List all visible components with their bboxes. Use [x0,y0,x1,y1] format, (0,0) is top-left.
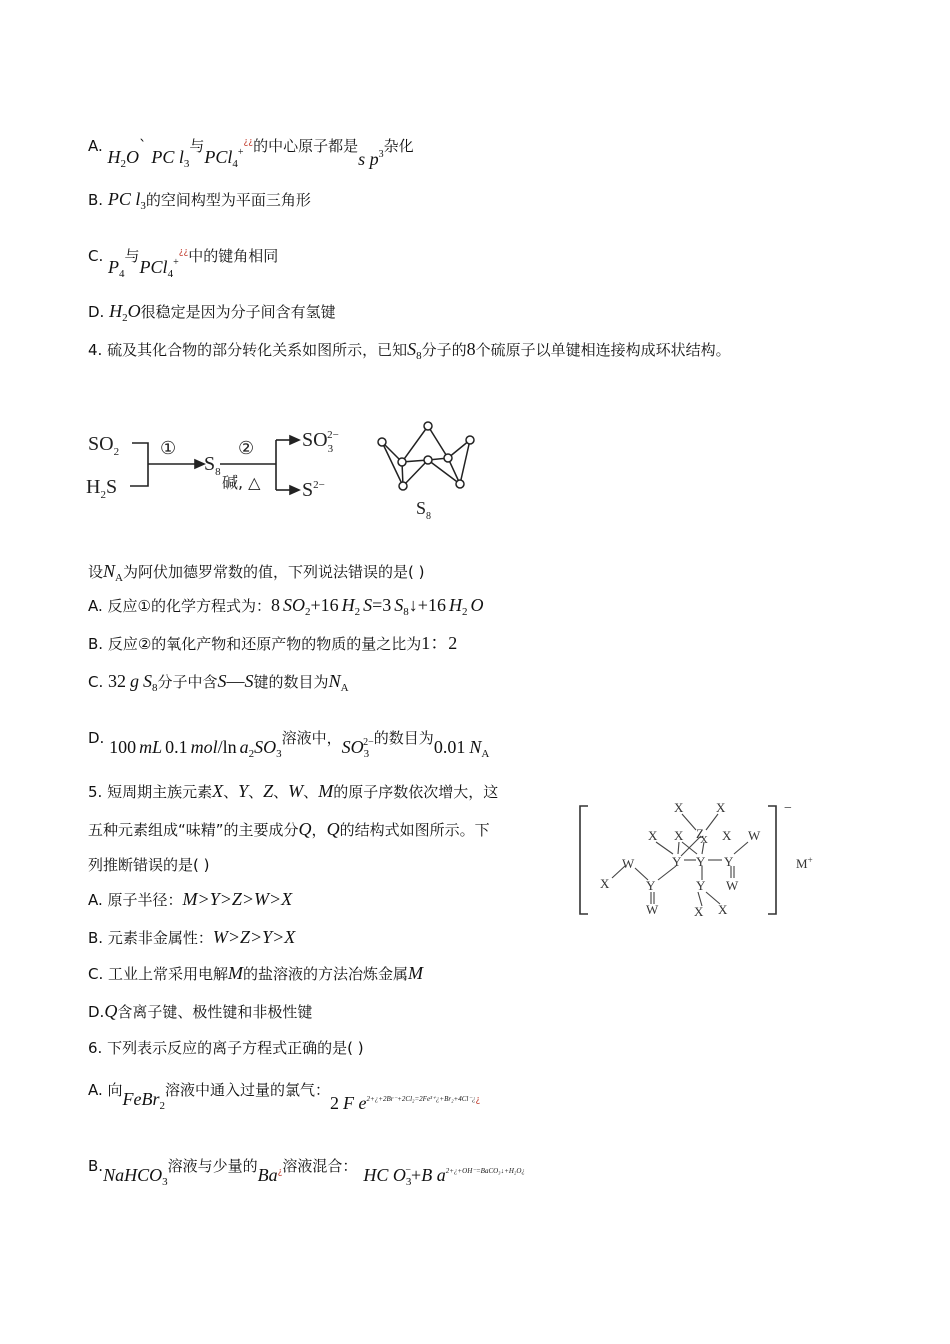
equation-token: =3 [372,595,392,615]
equation-token: S [363,595,373,615]
fig-bracket-charge: − [784,801,792,816]
fig-step-1: ① [160,438,177,458]
equation-token: S [394,595,404,615]
fig-atom-y: Y [724,854,734,869]
formula-pcl3: PC $l_3$ [151,147,190,170]
equation-token: O [470,595,484,615]
fig-atom-y: Y [696,878,706,893]
q6-option-b: B.NaHCO$_3$溶液与少量的$Ba_¿$溶液混合： HC $O_3^-+B$ $a^{2+¿+OH^-=BaCO_3↓+H_2O¿}$ [88,1157,525,1188]
fig-atom-x: X [674,800,684,815]
fig-atom-w: W [748,828,761,843]
s8-ring-label: $S_8$ [416,498,432,520]
sulfur-conversion-figure [80,410,500,520]
equation-token: H [448,595,462,615]
fig-atom-x: X [716,800,726,815]
fig-atom-w: W [726,878,739,893]
fig-h2s: $H_2S$ [86,476,118,501]
q4-option-c: C. 32 g $S_8$分子中含S—S键的数目为$N_A$ [88,671,349,694]
fig-s8-product: $S_8$ [204,453,221,478]
fig-atom-x: X [674,828,684,843]
fig-atom-x: X [722,828,732,843]
fig-step-2: ② [238,438,255,458]
formula-sp3: s $p^3$ [358,149,384,169]
equation-token: 8 [270,595,280,615]
equation-token: 2 [461,606,468,618]
q3-option-c: C. $P_4$与PCl$_4$+¿¿中的键角相同 [88,247,279,280]
fig-atom-x: X [694,904,704,919]
q5-option-a: A. 原子半径：M>Y>Z>W>X [88,889,293,909]
q5-stem-line1: 5. 短周期主族元素X、Y、Z、W、M的原子序数依次增大，这 [88,781,499,801]
fig-atom-x: X [700,834,708,846]
equation-token: 2 [354,606,361,618]
fig-atom-y: Y [646,878,656,893]
equation-token: ↓+16 [408,595,446,615]
q4-option-d: D. 100 mL 0.1 mol/ln $a_2SO_3$溶液中，$SO_3^{2-}$的数目为0.01 $N_A$ [88,729,490,760]
fig-atom-x: X [600,876,610,891]
fig-atom-x: X [648,828,658,843]
formula-pcl3: PC $l_3$ [107,189,146,212]
symbol-na: $N_A$ [103,561,123,584]
equation-token: +16 [310,595,339,615]
formula-p4: $P_4$ [108,257,125,280]
q4-option-a: A. 反应①的化学方程式为：8 $SO_2+16$ $H_2$ S=3 $S_8↓+16$ $H_2$ O [88,595,484,618]
q4-intro: 设$N_A$为阿伏加德罗常数的值，下列说法错误的是( ) [88,561,425,584]
q6-option-a: A. 向FeBr$_2$溶液中通入过量的氯气：2 F $e^{2+¿+2Br^-+2Cl_2=2Fe^{3+}¿+Br_2+4Cl^-¿¿}$ [88,1081,481,1113]
equation-token: 8 [403,606,409,618]
s8-ring-diagram [378,422,474,490]
fig-so2: $SO_2$ [88,433,120,458]
fig-atom-w: W [646,902,659,917]
fig-so3: $SO_32-$ [302,429,339,455]
formula-pcl4-plus: PCl$_4$+ [204,147,244,170]
q4-option-b: B. 反应②的氧化产物和还原产物的物质的量之比为1：2 [88,633,458,653]
fig-atom-y: Y [696,854,706,869]
q5-stem-line2: 五种元素组成“味精”的主要成分Q，Q的结构式如图所示。下 [88,819,490,839]
q5-option-b: B. 元素非金属性：W>Z>Y>X [88,927,296,947]
formula-s8: $S_8$ [407,339,422,362]
q6-stem: 6. 下列表示反应的离子方程式正确的是( ) [88,1039,364,1057]
fig-condition: 碱, △ [222,473,261,492]
formula-h2o: $H_2O$ [107,147,140,170]
fig-atom-x: X [718,902,728,917]
q5-stem-line3: 列推断错误的是( ) [88,856,210,874]
fig-s2: $S^{2-}$ [302,479,325,501]
q5-option-d: D.Q含离子键、极性键和非极性键 [88,1001,313,1021]
fig-atom-w: W [622,856,635,871]
fig-cation: M+ [796,855,813,871]
fig-atom-y: Y [672,854,682,869]
formula-pcl4-plus: PCl$_4$+ [139,257,179,280]
formula-h2o: $H_2O$ [109,301,141,324]
equation-token: SO [282,595,305,615]
equation-token: 2 [304,606,311,618]
fig-atom-z: Z [696,826,704,841]
equation-token: H [341,595,355,615]
q3-option-d: D. $H_2O$很稳定是因为分子间含有氢键 [88,301,336,324]
q3-option-a: A. $H_2O`$ PC $l_3$与PCl$_4$+¿¿的中心原子都是s $p^3$杂化 [88,137,414,170]
q5-option-c: C. 工业上常采用电解M的盐溶液的方法冶炼金属M [88,963,424,983]
q4-stem: 4. 硫及其化合物的部分转化关系如图所示，已知$S_8$分子的8个硫原子以单键相连接构成环状结构。 [88,339,731,362]
msg-structure-figure [572,796,842,926]
q3-option-b: B. PC $l_3$的空间构型为平面三角形 [88,189,311,212]
